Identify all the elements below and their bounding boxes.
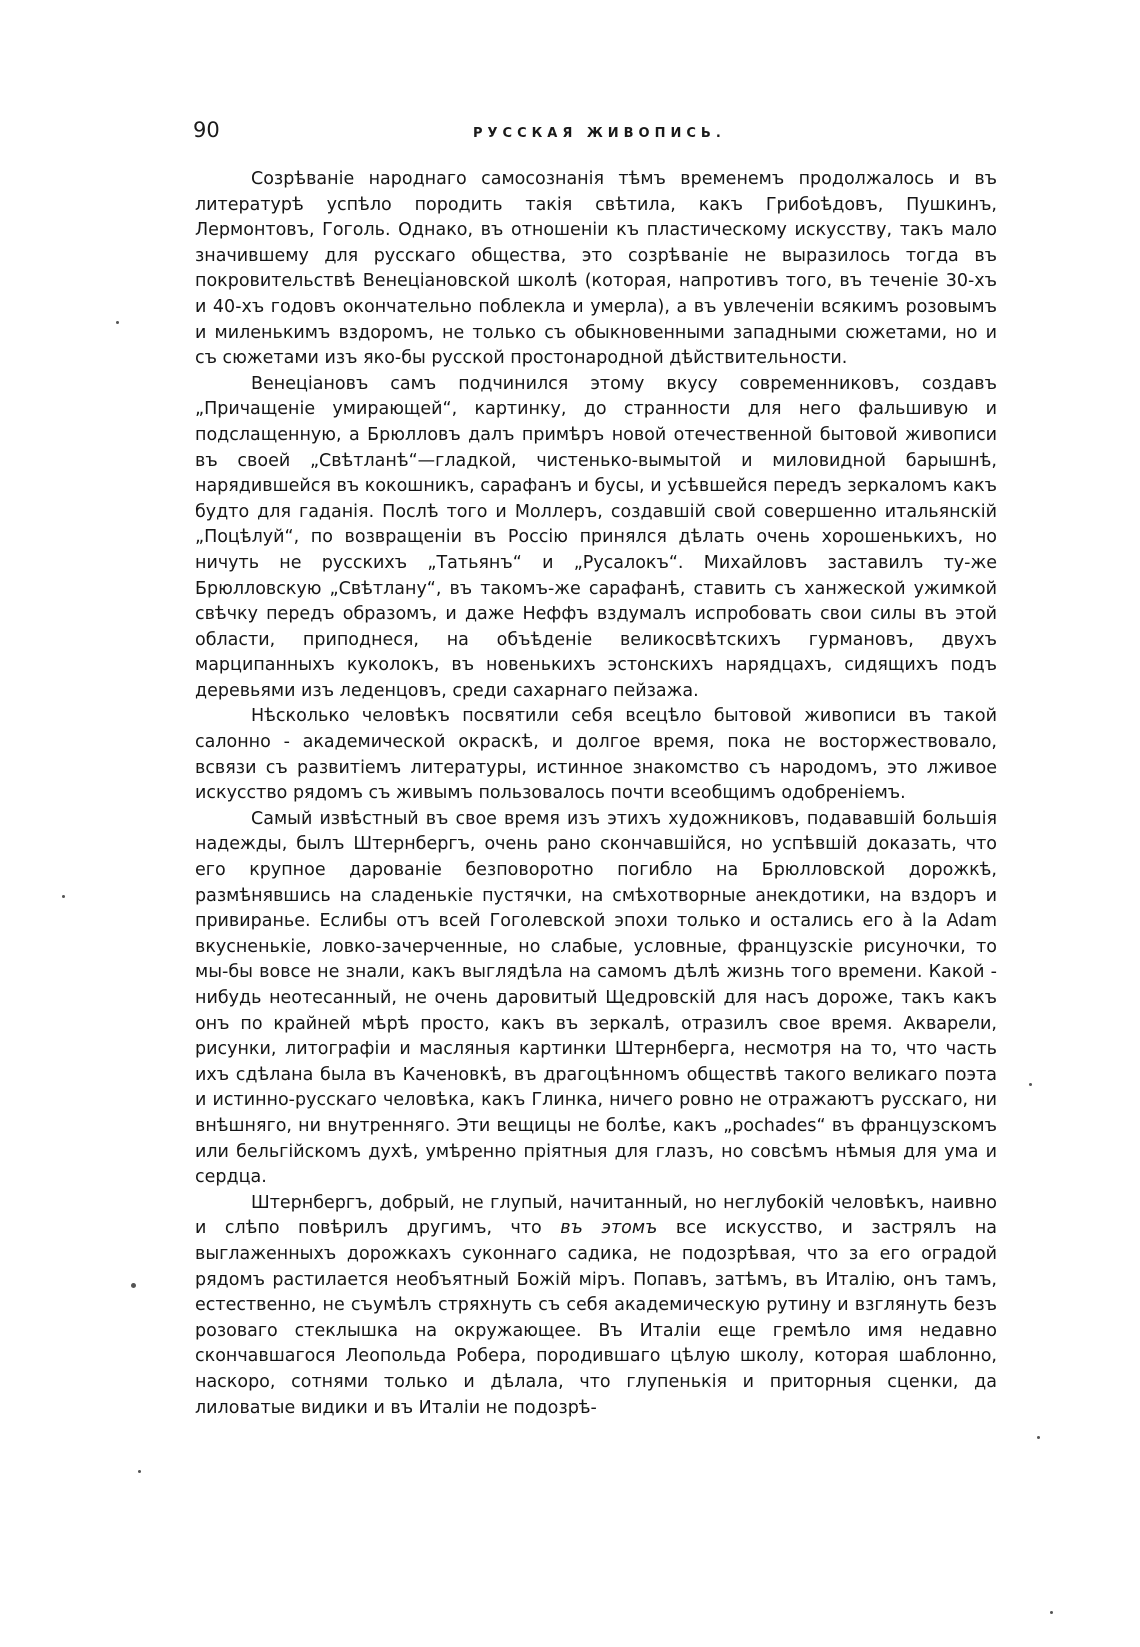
body-text [195, 167, 997, 1421]
paragraph: Самый извѣстный въ свое время изъ этихъ художниковъ, подававшій большія надежды, былъ Штернбергъ, очень рано скончавшійся, но успѣвшій доказать, что его крупное дарованіе безповоротно погибло на Брюлловской дорожкѣ, размѣнявшись на сладенькіе пустячки, на смѣхотворные анекдотики, на вздоръ и привиранье. Еслибы отъ всей Гоголевской эпохи только и остались его à la Adam вкусненькіе, ловко-зачерченные, но слабые, условные, французскіе рисуночки, то мы-бы вовсе не знали, какъ выглядѣла на самомъ дѣлѣ жизнь того времени. Какой - нибудь неотесанный, не очень даровитый Щедровскій для насъ дороже, такъ какъ онъ по крайней мѣрѣ просто, какъ въ зеркалѣ, отразилъ свое время. Акварели, рисунки, литографіи и масляныя картинки Штернберга, несмотря на то, что часть ихъ сдѣлана была въ Каченовкѣ, въ драгоцѣнномъ обществѣ такого великаго поэта и истинно-русскаго человѣка, какъ Глинка, ничего ровно не отражаютъ русскаго, ни внѣшняго, ни внутренняго. Эти вещицы не болѣе, какъ „pochades“ въ французскомъ или бельгійскомъ духѣ, умѣренно пріятныя для глазъ, но совсѣмъ нѣмыя для ума и сердца. [195, 808, 997, 1188]
paragraph: Венеціановъ самъ подчинился этому вкусу современниковъ, создавъ „Причащеніе умирающей“, картинку, до странности для него фальшивую и подслащенную, а Брюлловъ далъ примѣръ новой отечественной бытовой живописи въ своей „Свѣтланѣ“—гладкой, чистенько-вымытой и миловидной барышнѣ, нарядившейся въ кокошникъ, сарафанъ и бусы, и усѣвшейся передъ зеркаломъ какъ будто для гаданія. Послѣ того и Моллеръ, создавшій свой совершенно итальянскій „Поцѣлуй“, по возвращеніи въ Россію принялся дѣлать очень хорошенькихъ, но ничуть не русскихъ „Татьянъ“ и „Русалокъ“. Михайловъ заставилъ ту-же Брюлловскую „Свѣтлану“, въ такомъ-же сарафанѣ, ставить съ ханжеской ужимкой свѣчку передъ образомъ, и даже Неффъ вздумалъ испробовать свои силы въ этой области, приподнеся, на объѣденіе великосвѣтскихъ гурмановъ, двухъ марципанныхъ куколокъ, въ новенькихъ эстонскихъ нарядцахъ, сидящихъ подъ деревьями изъ леденцовъ, среди сахарнаго пейзажа. [195, 373, 997, 701]
scan-speck [1050, 1611, 1053, 1614]
paragraph-text: Штернбергъ, добрый, не глупый, начитанный, но неглубокій человѣкъ, наивно и слѣпо повѣрилъ другимъ, что [195, 1192, 997, 1239]
scan-speck [1037, 1436, 1040, 1439]
scan-speck [62, 895, 65, 898]
page-number: 90 [193, 118, 220, 142]
scan-speck [1029, 1083, 1032, 1086]
paragraph: Созрѣваніе народнаго самосознанія тѣмъ временемъ продолжалось и въ литературѣ успѣло породить такія свѣтила, какъ Грибоѣдовъ, Пушкинъ, Лермонтовъ, Гоголь. Однако, въ отношеніи къ пластическому искусству, такъ мало значившему для русскаго общества, это созрѣваніе не выразилось тогда въ покровительствѣ Венеціановской школѣ (которая, напротивъ того, въ теченіе 30-хъ и 40-хъ годовъ окончательно поблекла и умерла), а въ увлеченіи всякимъ розовымъ и миленькимъ вздоромъ, не только съ обыкновенными западными сюжетами, но и съ сюжетами изъ яко-бы русской простонародной дѣйствительности. [195, 169, 997, 369]
running-title: РУССКАЯ ЖИВОПИСЬ. [473, 126, 726, 141]
paragraph: Нѣсколько человѣкъ посвятили себя всецѣло бытовой живописи въ такой салонно - академической окраскѣ, и долгое время, пока не восторжествовало, всвязи съ развитіемъ литературы, истинное знакомство съ народомъ, это лживое искусство рядомъ съ живымъ пользовалось почти всеобщимъ одобреніемъ. [195, 706, 997, 804]
scan-speck [138, 1470, 141, 1473]
emphasized-text: въ этомъ [560, 1218, 658, 1239]
scan-speck [116, 321, 119, 324]
paragraph [195, 1191, 997, 1421]
page-header [193, 118, 993, 158]
scan-speck [131, 1283, 136, 1288]
paragraph-text: все искусство, и застрялъ на выглаженныхъ дорожкахъ суконнаго садика, не подозрѣвая, что за его оградой рядомъ растилается необъятный Божій міръ. Попавъ, затѣмъ, въ Италію, онъ тамъ, естественно, не съумѣлъ стряхнуть съ себя академическую рутину и взглянуть безъ розоваго стеклышка на окружающее. Въ Италіи еще гремѣло имя недавно скончавшагося Леопольда Робера, породившаго цѣлую школу, которая шаблонно, наскоро, сотнями только и дѣлала, что глупенькія и приторныя сценки, да лиловатые видики и въ Италіи не подозрѣ- [195, 1218, 998, 1418]
